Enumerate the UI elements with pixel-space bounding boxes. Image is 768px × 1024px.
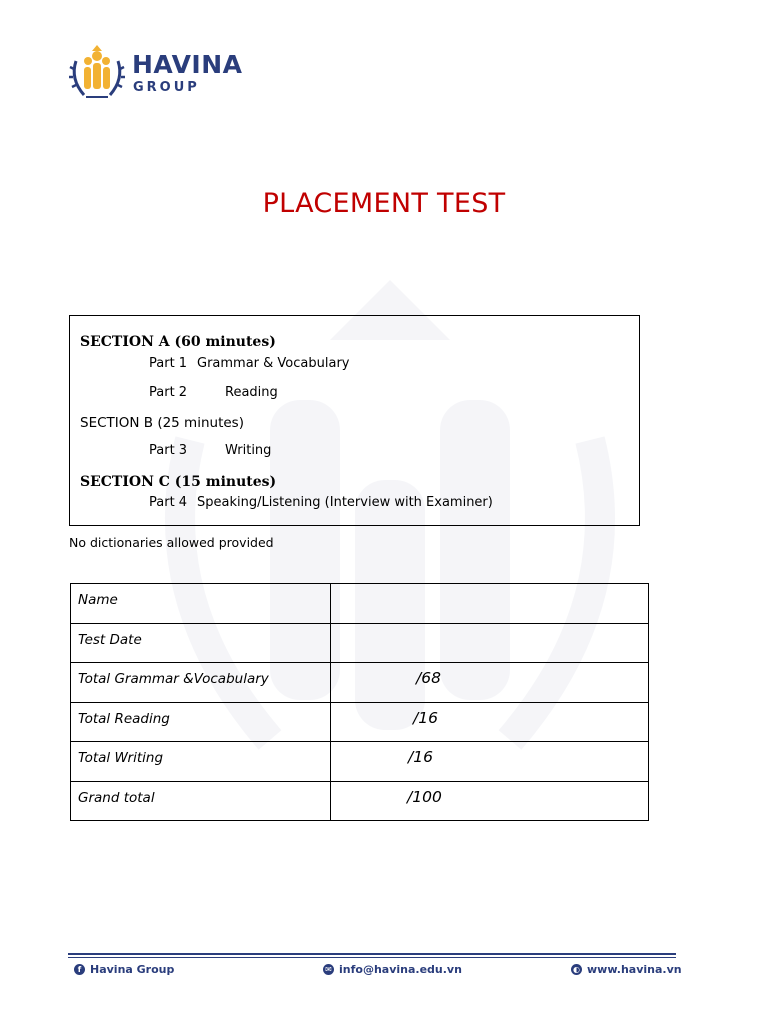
row-label: Total Reading — [71, 702, 331, 742]
sections-box — [69, 315, 640, 526]
grand-total-cell[interactable] — [331, 781, 649, 821]
footer-divider — [68, 957, 676, 958]
row-label: Test Date — [71, 623, 331, 663]
test-date-value-cell[interactable] — [331, 623, 649, 663]
part-1-name: Grammar & Vocabulary — [197, 356, 350, 371]
results-table — [70, 583, 649, 821]
email-icon: ✉ — [323, 964, 334, 975]
grammar-score: /68 — [416, 669, 441, 687]
grand-total-score: /100 — [407, 787, 442, 806]
dictionary-note: No dictionaries allowed provided — [69, 535, 274, 550]
footer-email[interactable] — [323, 963, 462, 976]
footer-facebook-label: Havina Group — [90, 963, 175, 976]
footer-divider — [68, 953, 676, 955]
part-2-name: Reading — [225, 385, 278, 400]
part-2-number: Part 2 — [149, 385, 188, 400]
part-1-number: Part 1 — [149, 356, 188, 371]
writing-score-cell[interactable] — [331, 742, 649, 782]
table-row — [71, 702, 649, 742]
facebook-icon: f — [74, 964, 85, 975]
row-label: Total Writing — [71, 742, 331, 782]
section-c-heading: SECTION C (15 minutes) — [80, 474, 277, 490]
page-title: PLACEMENT TEST — [262, 188, 506, 219]
section-b-heading: SECTION B (25 minutes) — [80, 415, 244, 431]
table-row — [71, 623, 649, 663]
name-value-cell[interactable] — [331, 584, 649, 624]
part-3-number: Part 3 — [149, 443, 188, 458]
logo-sub: GROUP — [133, 80, 200, 95]
section-a-heading: SECTION A (60 minutes) — [80, 334, 276, 350]
reading-score: /16 — [413, 708, 438, 727]
part-3-name: Writing — [225, 443, 272, 458]
footer-facebook[interactable] — [74, 963, 174, 976]
table-row — [71, 663, 649, 703]
havina-logo — [68, 42, 243, 104]
footer-website[interactable] — [571, 963, 682, 976]
table-row — [71, 584, 649, 624]
reading-score-cell[interactable] — [331, 702, 649, 742]
row-label: Grand total — [71, 781, 331, 821]
logo-name: HAVINA — [132, 50, 243, 79]
globe-icon: ◐ — [571, 964, 582, 975]
part-4-name: Speaking/Listening (Interview with Examiner) — [197, 495, 493, 510]
writing-score: /16 — [408, 748, 433, 766]
footer-email-label: info@havina.edu.vn — [339, 963, 462, 976]
footer-website-label: www.havina.vn — [587, 963, 682, 976]
table-row — [71, 781, 649, 821]
grammar-score-cell[interactable] — [331, 663, 649, 703]
havina-emblem-icon — [68, 43, 126, 103]
row-label: Total Grammar &Vocabulary — [71, 663, 331, 703]
part-4-number: Part 4 — [149, 495, 188, 510]
table-row — [71, 742, 649, 782]
row-label: Name — [71, 584, 331, 624]
